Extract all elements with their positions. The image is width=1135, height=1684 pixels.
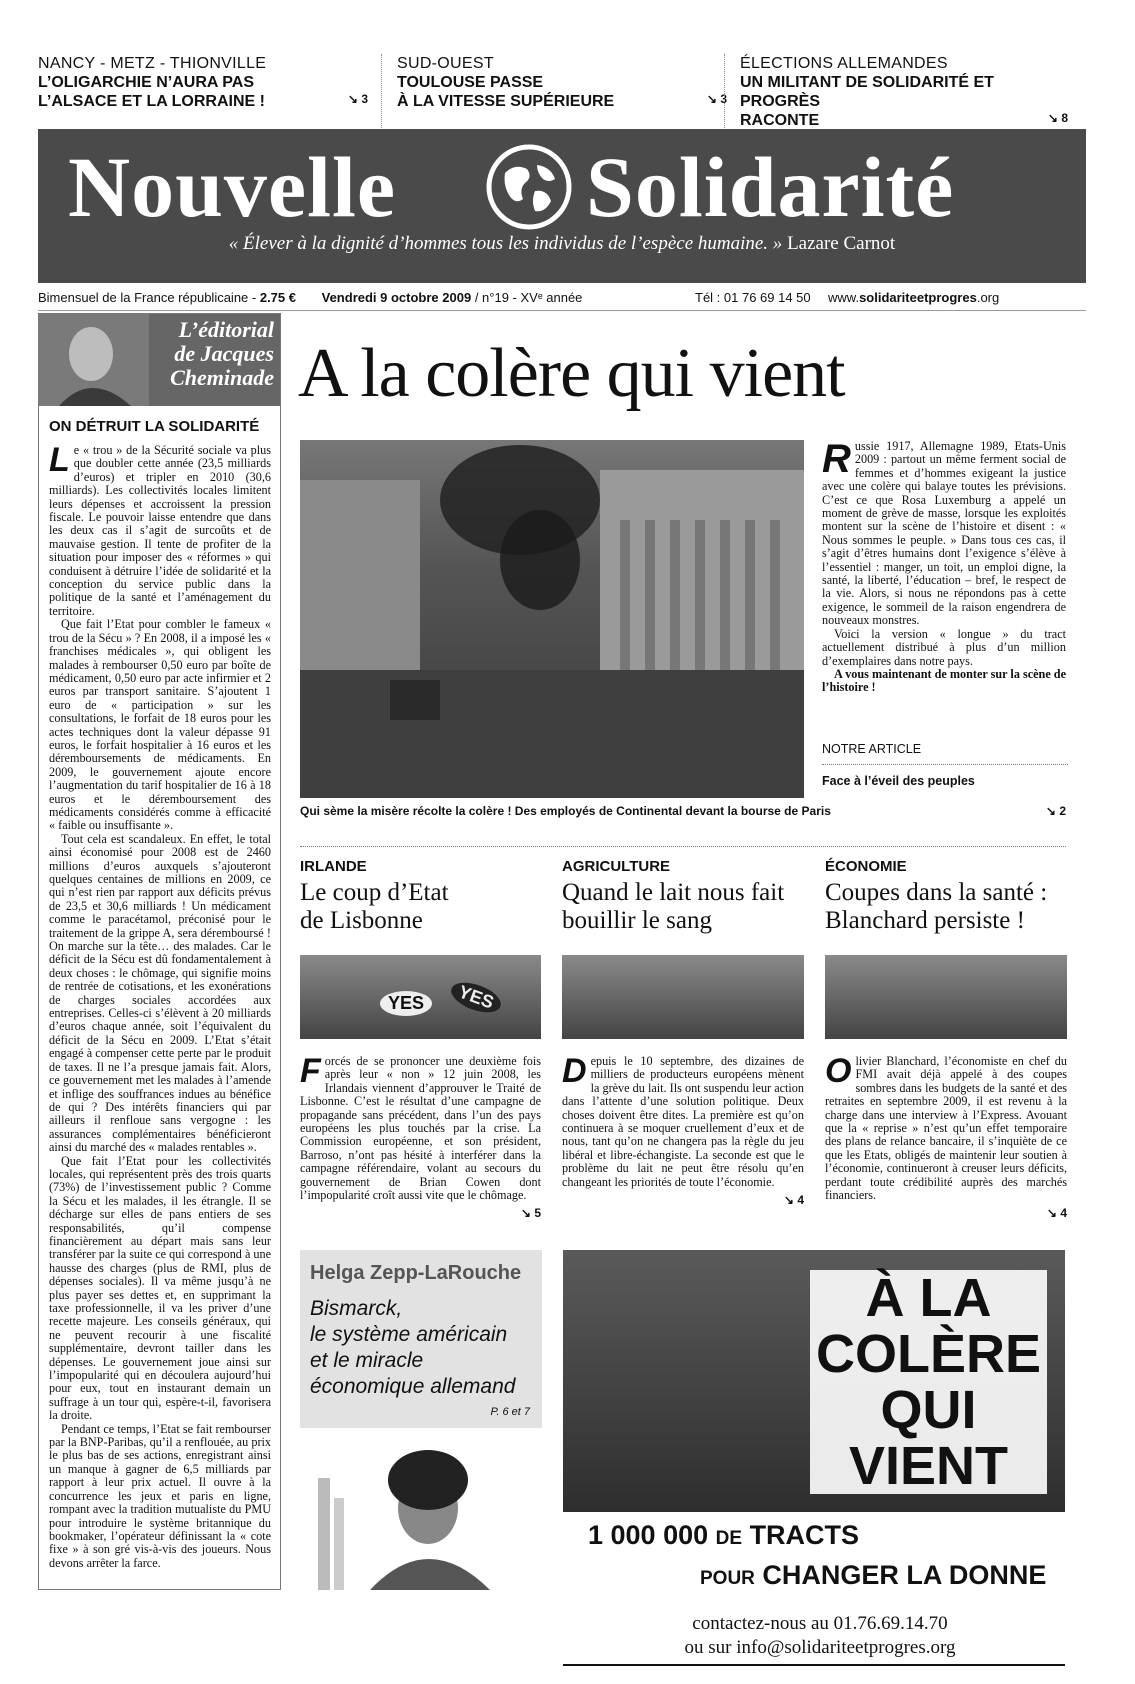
article-agriculture [562,858,804,1207]
article-photo [562,955,804,1039]
article-photo [825,955,1067,1039]
yes-placard: YES [447,977,504,1018]
teaser-page-ref: ↘ 3 [347,92,368,106]
teaser-headline: L’OLIGARCHIE N’AURA PAS [38,74,255,91]
article-title[interactable]: Coupes dans la santé : Blanchard persiste ! [825,879,1048,934]
teaser-kicker: ÉLECTIONS ALLEMANDES [740,55,948,72]
section-label: IRLANDE [300,858,367,875]
price: 2.75 € [259,290,296,305]
main-headline: A la colère qui vient [298,335,845,412]
info-bar [38,286,1086,311]
page-ref: ↘ 5 [520,1206,541,1221]
helga-title: Bismarck, le système américain et le miracle économique allemand [310,1297,516,1398]
article-irlande [300,858,541,1220]
editorial-heading: ON DÉTRUIT LA SOLIDARITÉ [49,418,260,435]
promo-contact[interactable]: contactez-nous au 01.76.69.14.70 ou sur info@solidariteetprogres.org [684,1613,956,1658]
teaser-elections[interactable] [740,54,1068,130]
dropcap: O [825,1052,852,1090]
photo-caption: Qui sème la misère récolte la colère ! Des employés de Continental devant la bourse de Paris [300,804,831,818]
article-label: NOTRE ARTICLE [822,742,922,756]
teaser-kicker: SUD-OUEST [397,55,494,72]
dropcap: R [822,437,851,481]
masthead [38,129,1086,283]
page-ref: ↘ 2 [1045,804,1066,818]
paragraph: Voici la version « longue » du tract actuellement distribué à plus d’un million d’exemplaires dans notre pays. [822,626,1066,668]
divider [563,1664,1065,1666]
dropcap: F [300,1052,321,1090]
issue-date: Vendredi 9 octobre 2009 [321,290,472,305]
article-body: Depuis le 10 septembre, des dizaines de milliers de producteurs européens mènent la grève du lait. Ils ont suspendu leur action dans l’attente d’une solution politique. Deux choses doivent être dites. La première est qu’on continuera à se moquer cruellement d’eux et de nous, tant qu’on ne changera pas la règle du jeu libéral et libre-échangiste. La seconde est que le problème du lait ne peut être résolu qu’en changeant les priorités de toute l’économie. [562,1052,804,1189]
editorial-body: Le « trou » de la Sécurité sociale va plus que doubler cette année (23,5 milliards d’euros) et tripler en 2010 (30,6 milliards). Les collectivités locales limitent leurs dépenses et accroissent la pression fiscale. Le pouvoir laisse entendre que dans les deux cas il s’agit de surcoûts et de mauvaise gestion. Il tente de profiter de la situation pour imposer des « réformes » qui conduisent à détruire l’idée de solidarité et la conception du service public dans la politique de la santé et l’aménagement du territoire. Que fait l’Etat pour combler le fameux « trou de la Sécu » ? En 2008, il a imposé les « franchises médicales », qui obligent les malades à rembourser 0,50 euro par boîte de médicament, 0,50 euro par acte infirmier et 2 euros par transport sanitaire. S’ajoutent 1 euro de « participation » sur les consultations, le forfait de 18 euros pour les actes techniques dont la valeur dépasse 91 euros, le forfait hospitalier à 16 euros et les déremboursements de médicaments. En 2009, le gouvernement ajoute encore l’augmentation du tarif hospitalier de 16 à 18 euros et le déremboursement des médicaments considérés comme à efficacité « faible ou insuffisante ». Tout cela est scandaleux. En effet, le total ainsi économisé pour 2008 est de 2460 millions d’euros auxquels s’ajouteront quelques centaines de millions en 2009, ce qui n’est rien par rapport aux déficits prévus de 23,5 et 30,6 milliards ! Un médicament comme le paracétamol, préconisé pour le traitement de la grippe A, sera déremboursé ! On marche sur la tête… des malades. Car le déficit de la Sécu est dû fondamentalement à deux choses : le chômage, qui signifie moins de rentrée de cotisations, et les exonérations de charges sociales accordées aux entreprises. Celles-ci s’élèvent à 20 milliards d’euros chaque année, soit l’équivalent du déficit de la Sécu en 2009. L’Etat s’était engagé à compenser cette perte par le produit de taxes. Il ne l’a presque jamais fait. Alors, ce gouvernement met les malades à l’amende et inflige des souffrances indues au bénéfice de qui ? Des intérêts financiers qui par ailleurs il renfloue sans vergogne : les assurances complémentaires bénéficieront ainsi du marché des « malades rentables ». Que fait l’Etat pour les collectivités locales, qui représentent près des trois quarts (73%) de l’investissement public ? Comme la Sécu et les malades, il les étrangle. Il se décharge sur elles de pans entiers de ses responsabilités, qu’il compense financièrement au départ mais sans leur transférer par la suite ce qui correspond à une hausse des charges (plus de RMI, plus de dépenses sociales). Il va même jusqu’à ne plus payer ses dettes et, en supprimant la taxe professionnelle, il va les priver d’une recette majeure. Les conseils généraux, qui ne peuvent recourir à une fiscalité supplémentaire, devront tailler dans les dépenses. Le gouvernement joue ainsi sur l’impopularité qui en découlera aujourd’hui pour eux, tout en instaurant demain un suffrage à un tour qui, espère-t-il, favorisera la droite. Pendant ce temps, l’Etat se fait rembourser par la BNP-Paribas, qu’il a renflouée, au prix le plus bas de ses actions, enregistrant ainsi un manque à gagner de 6,5 milliards par rapport à leur prix actuel. Il ouvre à la concurrence les jeux et paris en ligne, rompant avec la tradition mutualiste du PMU pour introduire le système britannique du bookmaker, l’opérateur définissant la « cote fixe » à son gré vis-à-vis des joueurs. Nous devons arrêter la farce. [49,441,271,1570]
paragraph: Tout cela est scandaleux. En effet, le total ainsi économisé pour 2008 est de 2460 millions d’euros auxquels s’ajouteront quelques centaines de millions en 2009, ce qui n’est rien par rapport aux déficits prévus de 23,5 et 30,6 milliards ! Un médicament comme le paracétamol, préconisé pour le traitement de la grippe A, sera déremboursé ! On marche sur la tête… des malades. Car le déficit de la Sécu est dû fondamentalement à deux choses : le chômage, qui signifie moins de rentrée de cotisations, et les exonérations de charges sociales accordées aux entreprises. Celles-ci s’élèvent à 20 milliards d’euros chaque année, soit l’équivalent du déficit de la Sécu en 2009. L’Etat s’était engagé à compenser cette perte par le produit de taxes. Il ne l’a presque jamais fait. Alors, ce gouvernement met les malades à l’amende et inflige des souffrances indues au bénéfice de qui ? Des intérêts financiers qui par ailleurs il renfloue sans vergogne : les assurances complémentaires bénéficieront ainsi du marché des « malades rentables ». [49,831,271,1155]
divider [724,54,726,132]
divider [381,54,383,132]
teaser-page-ref: ↘ 3 [706,92,727,106]
page-ref: ↘ 4 [1046,1206,1067,1221]
helga-portrait [300,1428,542,1590]
globe-icon [485,143,573,231]
promo-image [563,1250,1065,1512]
editorial-title: L’éditorial de Jacques Cheminade [170,317,274,390]
lead-text: Russie 1917, Allemagne 1989, Etats-Unis 2009 : partout un même ferment social de femmes et d’hommes exigeant la justice avec une colère qui balaye toutes les prévisions. C’est ce que Rosa Luxemburg a appelé un moment de grève de masse, lorsque les exploités montent sur la scène de l’histoire et disent : « Nous sommes le peuple. » Dans tous ces cas, il s’agit d’êtres humains dont l’exigence s’élève à l’essentiel : manger, un toit, un emploi digne, la santé, la liberté, l’éducation – bref, le respect de la vie. Alors, si nous ne répondons pas à cette exigence, le sommeil de la raison engendrera de nouveaux monstres. Voici la version « longue » du tract actuellement distribué à plus d’un million d’exemplaires dans notre pays. A vous maintenant de monter sur la scène de l’histoire ! [822,437,1066,695]
masthead-title-right: Solidarité [586,139,955,235]
article-link[interactable]: Face à l’éveil des peuples [822,774,975,788]
phone: Tél : 01 76 69 14 50 [695,290,811,305]
editorial [38,313,281,1590]
issue-number: / n°19 - XVᵉ année [471,290,583,305]
motto-author: Lazare Carnot [787,233,896,254]
helga-pages: P. 6 et 7 [490,1406,530,1418]
teaser-sud-ouest[interactable] [397,54,727,111]
teaser-headline: L’ALSACE ET LA LORRAINE ! [38,93,265,110]
teaser-page-ref: ↘ 8 [1047,111,1068,125]
section-label: AGRICULTURE [562,858,671,875]
teaser-kicker: NANCY - METZ - THIONVILLE [38,55,267,72]
editorial-photo [39,314,280,406]
main-photo [300,440,804,798]
teaser-headline: TOULOUSE PASSE [397,74,544,91]
paragraph: Pendant ce temps, l’Etat se fait rembourser par la BNP-Paribas, qu’il a renflouée, au prix le plus bas de ses actions, enregistrant ainsi un manque à gagner de 6,5 milliards par rapport à leur prix actuel. Il ouvre à la concurrence les jeux et paris en ligne, rompant avec la tradition mutualiste du PMU pour introduire le système britannique du bookmaker, l’opérateur définissant la « cote fixe » à son gré vis-à-vis des joueurs. Nous devons arrêter la farce. [49,1421,271,1570]
dropcap: D [562,1052,587,1090]
teaser-headline: UN MILITANT DE SOLIDARITÉ ET PROGRÈS [740,74,994,110]
masthead-title-left: Nouvelle [68,139,397,235]
paragraph-bold: A vous maintenant de monter sur la scène de l’histoire ! [822,666,1066,695]
protest-photo [300,440,804,798]
author-portrait [39,314,149,406]
paragraph: Que fait l’Etat pour combler le fameux « trou de la Sécu » ? En 2008, il a imposé les « franchises médicales », qui obligent les malades à rembourser 0,50 euro par boîte de médicament, 0,50 euro par acte infirmier et 2 euros par transport sanitaire. S’ajoutent 1 euro de « participation » sur les consultations, le forfait de 18 euros pour les actes techniques dont la valeur dépasse 91 euros, le forfait hospitalier à 16 euros et les déremboursements de médicaments. En 2009, le gouvernement ajoute encore l’augmentation du tarif hospitalier de 16 à 18 euros et le déremboursement des médicaments considérés comme à efficacité « faible ou insuffisante ». [49,617,271,833]
publication-type: Bimensuel de la France républicaine - [38,290,260,305]
helga-feature[interactable] [300,1250,542,1590]
divider [822,764,1068,765]
teaser-nancy[interactable] [38,54,368,111]
article-photo [300,955,541,1039]
motto-quote: « Élever à la dignité d’hommes tous les individus de l’espèce humaine. » [228,233,783,254]
article-body: Forcés de se prononcer une deuxième fois après leur « non » 12 juin 2008, les Irlandais viennent d’approuver le Traité de Lisbonne. C’est le résultat d’une campagne de propagande sans précédent, dans l’un des pays européens les plus touchés par la crise. La Commission européenne, et son président, Barroso, n’ont pas hésité à interférer dans la campagne référendaire, volant au secours du gouvernement de Brian Cowen dont l’impopularité croît aussi vite que le chômage. [300,1052,541,1203]
divider [300,846,1066,847]
dropcap: L [49,441,70,479]
teaser-headline: À LA VITESSE SUPÉRIEURE [397,93,615,110]
article-title[interactable]: Quand le lait nous fait bouillir le sang [562,879,785,934]
article-title[interactable]: Le coup d’Etat de Lisbonne [300,879,449,934]
website-link[interactable]: www.solidariteetprogres.org [828,290,1000,305]
helga-name: Helga Zepp-LaRouche [310,1262,522,1284]
promo-title: À LA COLÈRE QUI VIENT [810,1270,1047,1494]
promo-count: 1 000 000 DE TRACTS [588,1520,860,1550]
masthead-motto [38,233,1086,255]
page-ref: ↘ 4 [783,1193,804,1208]
teaser-headline: RACONTE [740,112,820,129]
promo-slogan: POUR CHANGER LA DONNE [700,1560,1047,1590]
article-body: Olivier Blanchard, l’économiste en chef du FMI avait déjà appelé à des coupes sombres dans les budgets de la santé et des retraites en septembre 2009, il est revenu à la charge dans une interview à l’Express. Avouant que la « reprise » n’est qu’un effet temporaire des plans de relance bancaire, il s’inquiète de ce que les Etats, obligés de maintenir leur soutien à l’économie, continueront à creuser leurs déficits, perdant toute crédibilité auprès des marchés financiers. [825,1052,1067,1203]
article-economie [825,858,1067,1220]
section-label: ÉCONOMIE [825,858,907,875]
paragraph: Que fait l’Etat pour les collectivités locales, qui représentent près des trois quarts (73%) de l’investissement public ? Comme la Sécu et les malades, il les étrangle. Il se décharge sur elles de pans entiers de ses responsabilités, qu’il compense financièrement au départ mais sans leur transférer par la suite ce qui correspond à une hausse des charges (plus de RMI, plus de dépenses sociales). Il va même jusqu’à ne plus payer ses dettes et, en supprimant la taxe professionnelle, il va les priver d’une recette majeure. Les conseils généraux, qui ne peuvent recourir à une fiscalité supplémentaire, devront tailler dans les dépenses. Le gouvernement joue ainsi sur l’impopularité qui en découlera aujourd’hui pour eux, tout en instaurant demain un suffrage à un tour qui, espère-t-il, favorisera la droite. [49,1153,271,1423]
yes-placard: YES [380,991,432,1016]
